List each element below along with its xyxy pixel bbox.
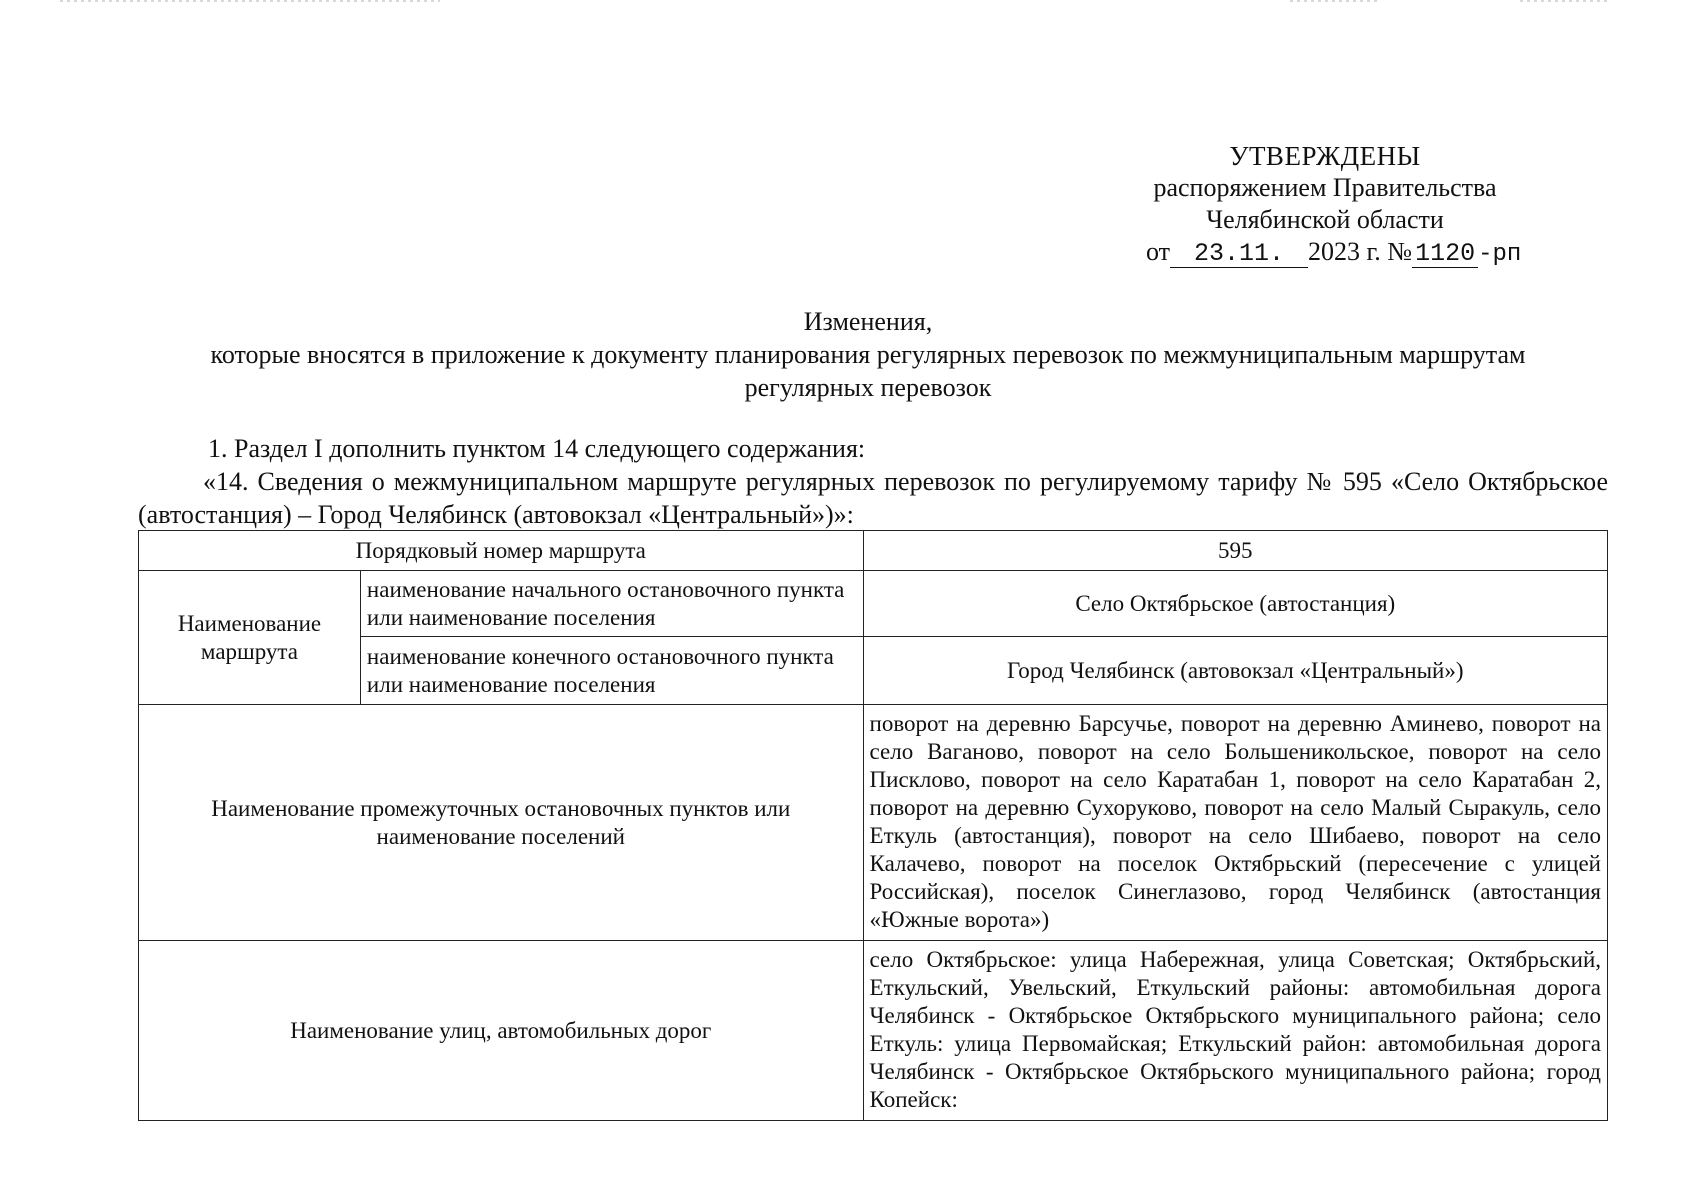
approval-title: УТВЕРЖДЕНЫ: [1229, 141, 1421, 171]
year-text: 2023 г. №: [1308, 237, 1413, 266]
approval-line-2: Челябинской области: [1206, 205, 1444, 234]
document-number-suffix: -рп: [1478, 241, 1522, 268]
scan-artifact: [60, 0, 440, 2]
end-stop-label: наименование конечного остановочного пункта или наименование поселения: [360, 637, 863, 705]
start-stop-label: наименование начального остановочного пункта или наименование поселения: [360, 571, 863, 637]
streets-label: Наименование улиц, автомобильных дорог: [139, 941, 864, 1121]
paragraph-2: «14. Сведения о межмуниципальном маршруте регулярных перевозок по регулируемому тарифу № 595 «Село Октябрьское (автостанция) – Город Челябинск (автовокзал «Центральный»)»:: [138, 467, 1608, 529]
heading-line-1: Изменения,: [803, 307, 933, 336]
approval-date-line: [1140, 236, 1522, 271]
scan-artifact: [1520, 0, 1610, 2]
intermediate-stops-value: поворот на деревню Барсучье, поворот на деревню Аминево, поворот на село Ваганово, поворот на село Большеникольское, поворот на село Писклово, поворот на село Каратабан 1, поворот на село Каратабан 2, поворот на деревню Сухоруково, поворот на село Малый Сыракуль, село Еткуль (автостанция), поворот на село Шибаево, поворот на село Калачево, поворот на поселок Октябрьский (пересечение с улицей Российская), поселок Синеглазово, город Челябинск (автостанция «Южные ворота»): [863, 705, 1607, 941]
paragraph-1: 1. Раздел I дополнить пунктом 14 следующего содержания:: [208, 434, 866, 463]
table-row: [139, 531, 1608, 571]
heading-line-2: которые вносятся в приложение к документу планирования регулярных перевозок по межмуниципальным маршрутам: [210, 340, 1526, 369]
heading-line-3: регулярных перевозок: [744, 373, 992, 402]
scan-artifact: [1290, 0, 1380, 2]
route-name-label: Наименование маршрута: [139, 571, 361, 705]
approval-line-1: распоряжением Правительства: [1153, 173, 1497, 202]
row-number-label: Порядковый номер маршрута: [139, 531, 864, 571]
date-prefix: от: [1146, 237, 1171, 266]
route-table: [138, 530, 1608, 1121]
intermediate-stops-label: Наименование промежуточных остановочных пунктов или наименование поселений: [139, 705, 864, 941]
end-stop-value: Город Челябинск (автовокзал «Центральный»): [863, 637, 1607, 705]
table-row: [139, 941, 1608, 1121]
date-value: 23.11.: [1170, 241, 1308, 268]
table-row: [139, 705, 1608, 941]
document-number: 1120: [1412, 241, 1478, 268]
streets-value: село Октябрьское: улица Набережная, улица Советская; Октябрьский, Еткульский, Увельский, Еткульский районы: автомобильная дорога Челябинск - Октябрьское Октябрьского муниципального района; село Еткуль: улица Первомайская; Еткульский район: автомобильная дорога Челябинск - Октябрьское Октябрьского муниципального района; город Копейск:: [863, 941, 1607, 1121]
document-heading: [138, 305, 1598, 404]
row-number-value: 595: [863, 531, 1607, 571]
approval-stamp: [1140, 140, 1522, 271]
table-row: [139, 571, 1608, 637]
start-stop-value: Село Октябрьское (автостанция): [863, 571, 1607, 637]
